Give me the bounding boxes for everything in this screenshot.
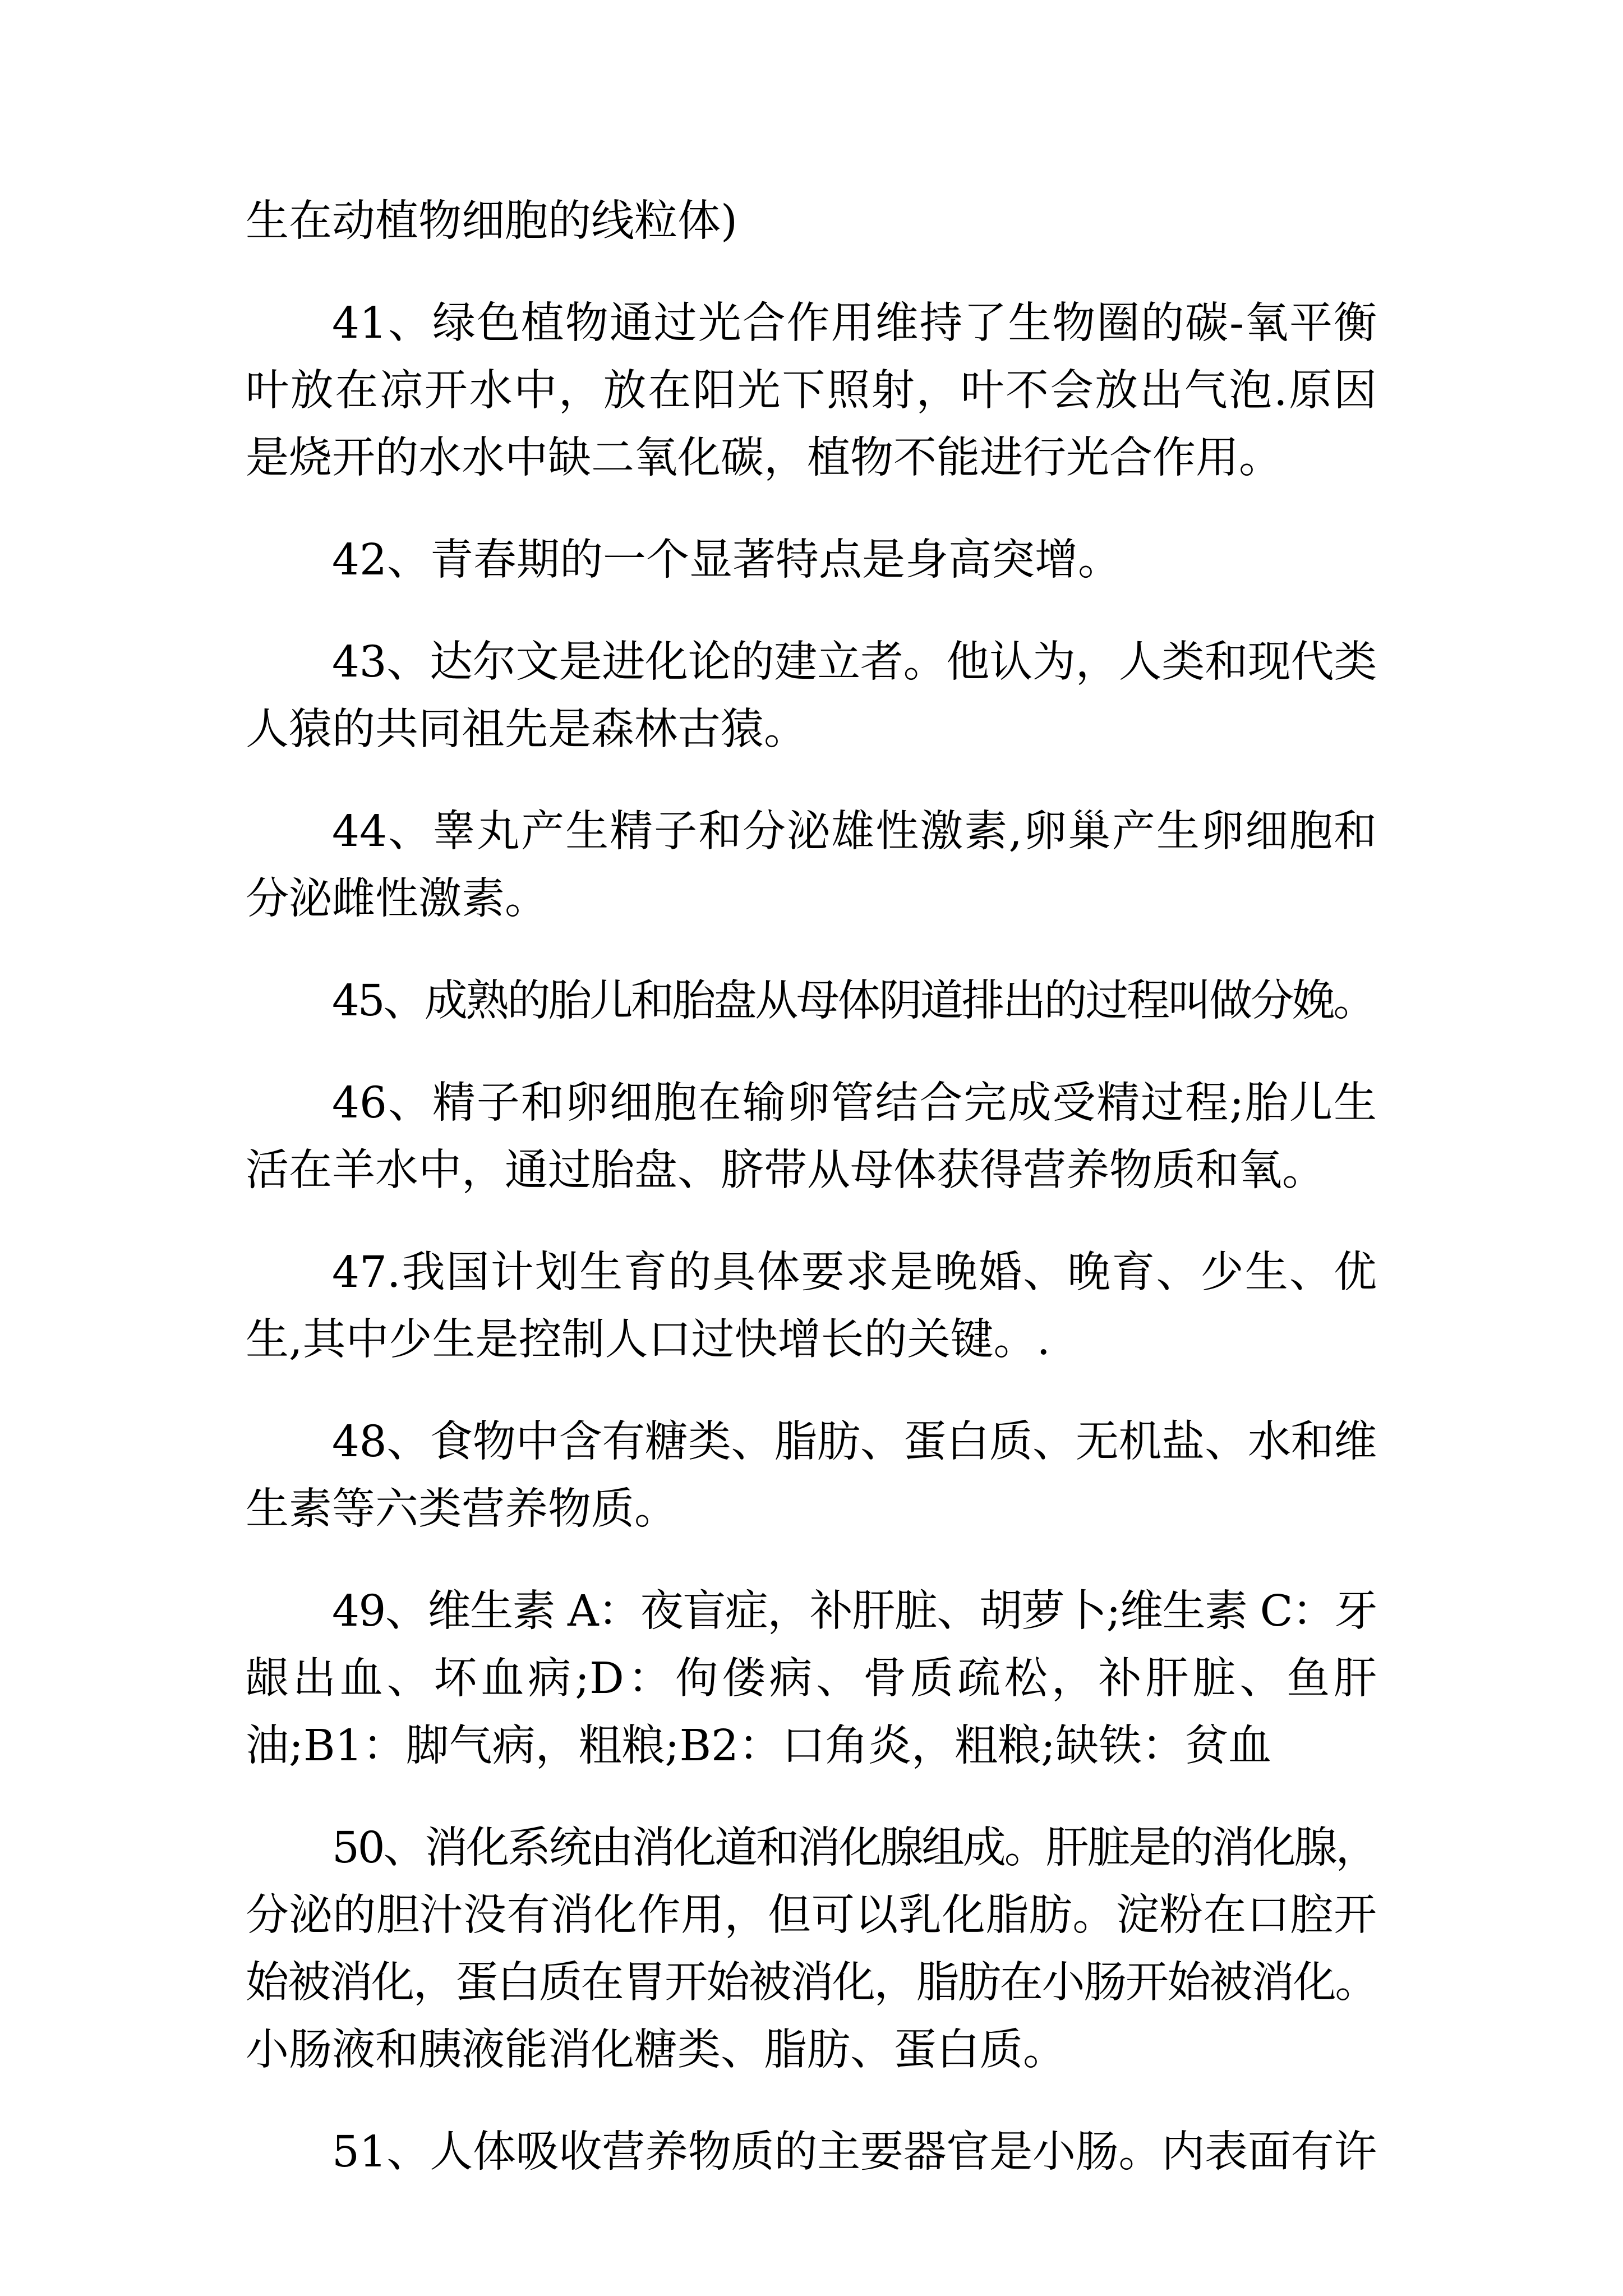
paragraph-46 xyxy=(246,1070,1377,1204)
text-line xyxy=(246,866,1377,933)
text-line xyxy=(246,1137,1377,1204)
text-line xyxy=(246,1070,1377,1137)
line-text: 生在动植物细胞的线粒体) xyxy=(246,196,738,246)
paragraph-45 xyxy=(246,968,1377,1035)
paragraph-41 xyxy=(246,290,1377,492)
line-text: 43、达尔文是进化论的建立者。他认为，人类和现代类 xyxy=(332,637,1377,687)
paragraph-49 xyxy=(246,1578,1377,1780)
text-line xyxy=(246,798,1377,866)
text-line xyxy=(246,1713,1377,1780)
text-line xyxy=(246,188,1377,255)
line-text: 人猿的共同祖先是森林古猿。 xyxy=(246,705,807,754)
line-text: 叶放在凉开水中，放在阳光下照射，叶不会放出气泡.原因 xyxy=(246,366,1377,416)
text-line xyxy=(246,425,1377,492)
line-text: 分泌的胆汁没有消化作用，但可以乳化脂肪。淀粉在口腔开 xyxy=(246,1890,1377,1940)
line-text: 47.我国计划生育的具体要求是晚婚、晚育、少生、优 xyxy=(332,1248,1377,1297)
line-text: 分泌雌性激素。 xyxy=(246,874,548,924)
text-line xyxy=(246,1306,1377,1374)
text-line xyxy=(246,290,1377,357)
text-line xyxy=(246,2017,1377,2084)
line-text: 油;B1：脚气病，粗粮;B2：口角炎，粗粮;缺铁：贫血 xyxy=(246,1721,1271,1771)
line-text: 生素等六类营养物质。 xyxy=(246,1484,677,1534)
line-text: 始被消化，蛋白质在胃开始被消化，脂肪在小肠开始被消化。 xyxy=(246,1958,1377,2008)
line-text: 41、绿色植物通过光合作用维持了生物圈的碳-氧平衡 xyxy=(332,298,1377,348)
text-line xyxy=(246,629,1377,696)
paragraph-40-continued xyxy=(246,188,1377,255)
text-line xyxy=(246,696,1377,763)
line-text: 小肠液和胰液能消化糖类、脂肪、蛋白质。 xyxy=(246,2025,1066,2075)
paragraph-48 xyxy=(246,1409,1377,1543)
text-line xyxy=(246,527,1377,594)
document-page xyxy=(246,188,1377,2186)
line-text: 龈出血、坏血病;D：佝偻病、骨质疏松，补肝脏、鱼肝 xyxy=(246,1654,1377,1704)
text-line xyxy=(246,1645,1377,1713)
text-line xyxy=(246,1882,1377,1949)
paragraph-51 xyxy=(246,2119,1377,2186)
line-text: 42、青春期的一个显著特点是身高突增。 xyxy=(332,535,1121,585)
line-text: 48、食物中含有糖类、脂肪、蛋白质、无机盐、水和维 xyxy=(332,1417,1377,1467)
line-text: 45、成熟的胎儿和胎盘从母体阴道排出的过程叫做分娩。 xyxy=(332,976,1375,1026)
paragraph-42 xyxy=(246,527,1377,594)
paragraph-47 xyxy=(246,1239,1377,1374)
text-line xyxy=(246,968,1377,1035)
text-line xyxy=(246,1815,1377,1882)
paragraph-43 xyxy=(246,629,1377,763)
text-line xyxy=(246,1409,1377,1476)
text-line xyxy=(246,1578,1377,1645)
line-text: 50、消化系统由消化道和消化腺组成。肝脏是的消化腺， xyxy=(332,1823,1377,1873)
text-line xyxy=(246,1239,1377,1306)
line-text: 46、精子和卵细胞在输卵管结合完成受精过程;胎儿生 xyxy=(332,1078,1377,1128)
line-text: 44、睾丸产生精子和分泌雄性激素,卵巢产生卵细胞和 xyxy=(332,807,1377,857)
line-text: 活在羊水中，通过胎盘、脐带从母体获得营养物质和氧。 xyxy=(246,1145,1325,1195)
line-text: 是烧开的水水中缺二氧化碳，植物不能进行光合作用。 xyxy=(246,433,1282,483)
line-text: 51、人体吸收营养物质的主要器官是小肠。内表面有许 xyxy=(332,2127,1377,2177)
line-text: 生,其中少生是控制人口过快增长的关键。. xyxy=(246,1315,1050,1365)
paragraph-50 xyxy=(246,1815,1377,2084)
text-line xyxy=(246,357,1377,425)
text-line xyxy=(246,2119,1377,2186)
line-text: 49、维生素 A：夜盲症，补肝脏、胡萝卜;维生素 C：牙 xyxy=(332,1586,1377,1636)
text-line xyxy=(246,1949,1377,2017)
paragraph-44 xyxy=(246,798,1377,933)
text-line xyxy=(246,1476,1377,1543)
